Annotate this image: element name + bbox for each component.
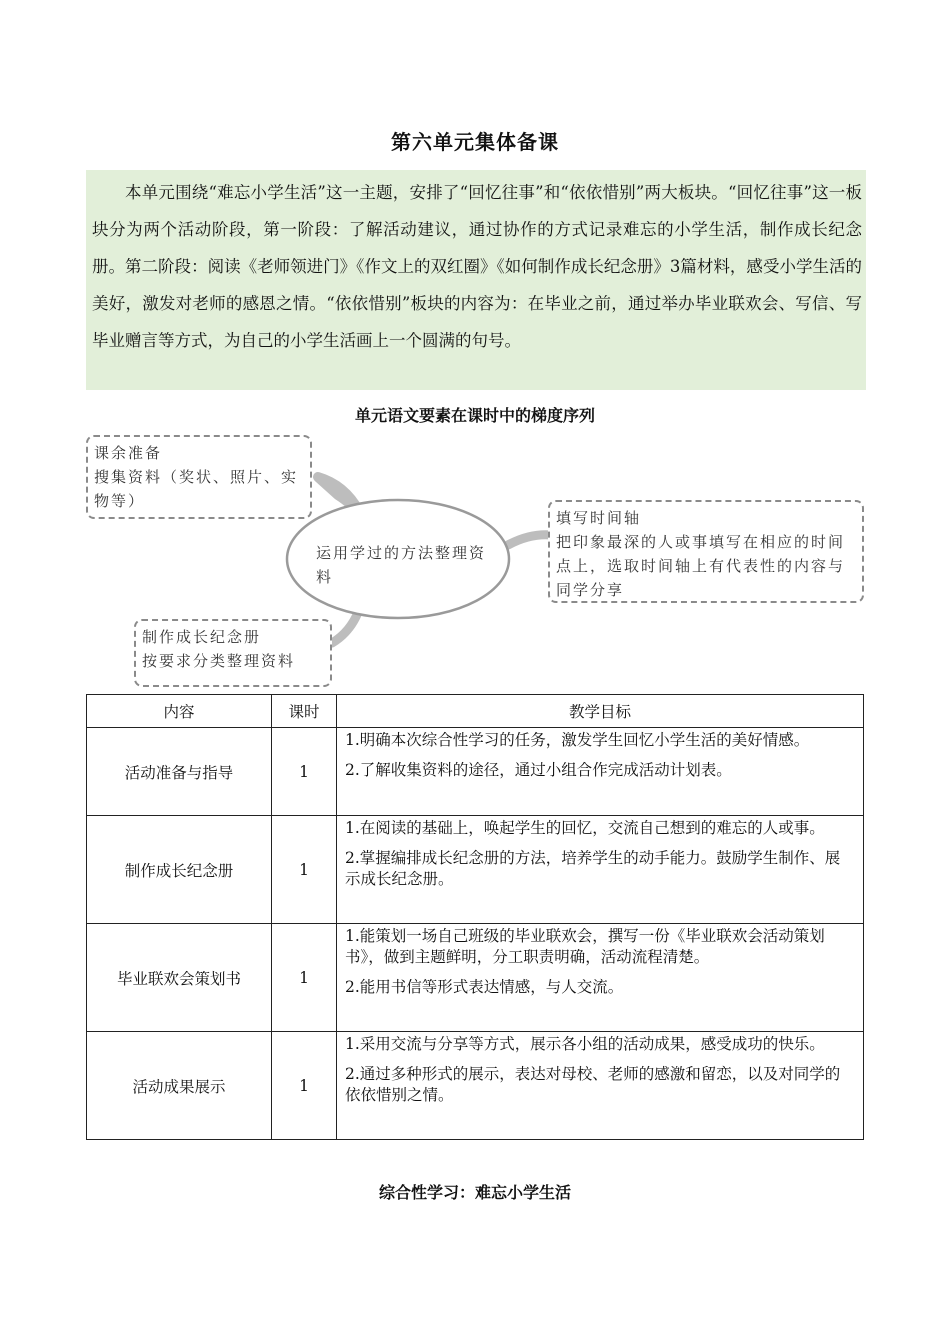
box-timeline-body: 把印象最深的人或事填写在相应的时间点上，选取时间轴上有代表性的内容与同学分享 [556,533,846,599]
table-row [87,816,864,924]
row-goals [337,728,864,816]
goal-item: 2.能用书信等形式表达情感，与人交流。 [345,978,624,996]
connector-timeline [508,535,552,545]
unit-intro [86,170,866,390]
row-content: 毕业联欢会策划书 [87,924,272,1032]
box-prep-heading: 课余准备 [94,444,163,462]
box-prep-body: 搜集资料（奖状、照片、实物等） [94,468,299,510]
lesson-plan-table [86,694,864,1140]
box-prep [86,435,312,519]
goal-item: 2.掌握编排成长纪念册的方法，培养学生的动手能力。鼓励学生制作、展示成长纪念册。 [345,849,841,888]
header-hours: 课时 [272,695,337,728]
box-timeline [548,500,864,603]
header-goals: 教学目标 [337,695,864,728]
table-row [87,1032,864,1140]
goal-item: 2.通过多种形式的展示，表达对母校、老师的感激和留恋，以及对同学的依依惜别之情。 [345,1065,841,1104]
goal-item: 1.采用交流与分享等方式，展示各小组的活动成果，感受成功的快乐。 [345,1035,825,1053]
box-album-heading: 制作成长纪念册 [142,628,262,646]
page-title: 第六单元集体备课 [391,130,559,154]
goal-item: 1.在阅读的基础上，唤起学生的回忆，交流自己想到的难忘的人或事。 [345,819,825,837]
header-content: 内容 [87,695,272,728]
table-row [87,728,864,816]
row-content: 活动准备与指导 [87,728,272,816]
row-hours: 1 [272,728,337,816]
row-goals [337,816,864,924]
intro-paragraph: 本单元围绕“难忘小学生活”这一主题，安排了“回忆往事”和“依依惜别”两大板块。“回忆往事”这一板块分为两个活动阶段，第一阶段：了解活动建议，通过协作的方式记录难忘的小学生活，制作成长纪念册。第二阶段：阅读《老师领进门》《作文上的双红圈》《如何制作成长纪念册》3篇材料，感受小学生活的美好，激发对老师的感恩之情。“依依惜别”板块的内容为：在毕业之前，通过举办毕业联欢会、写信、写毕业赠言等方式，为自己的小学生活画上一个圆满的句号。 [92,183,862,350]
box-timeline-heading: 填写时间轴 [556,509,642,527]
goal-item: 2.了解收集资料的途径，通过小组合作完成活动计划表。 [345,761,732,779]
table-row [87,924,864,1032]
section-title: 综合性学习：难忘小学生活 [378,1183,571,1202]
goal-item: 1.能策划一场自己班级的毕业联欢会，撰写一份《毕业联欢会活动策划书》，做到主题鲜明，分工职责明确，活动流程清楚。 [345,927,825,966]
box-album [134,619,332,687]
row-hours: 1 [272,816,337,924]
mindmap-title: 单元语文要素在课时中的梯度序列 [354,406,595,425]
row-content: 活动成果展示 [87,1032,272,1140]
box-album-body: 按要求分类整理资料 [142,652,296,670]
row-goals [337,924,864,1032]
row-hours: 1 [272,924,337,1032]
goal-item: 1.明确本次综合性学习的任务，激发学生回忆小学生活的美好情感。 [345,731,810,749]
center-node: 运用学过的方法整理资料 [316,544,487,586]
row-content: 制作成长纪念册 [87,816,272,924]
table-header-row [87,695,864,728]
row-hours: 1 [272,1032,337,1140]
row-goals [337,1032,864,1140]
